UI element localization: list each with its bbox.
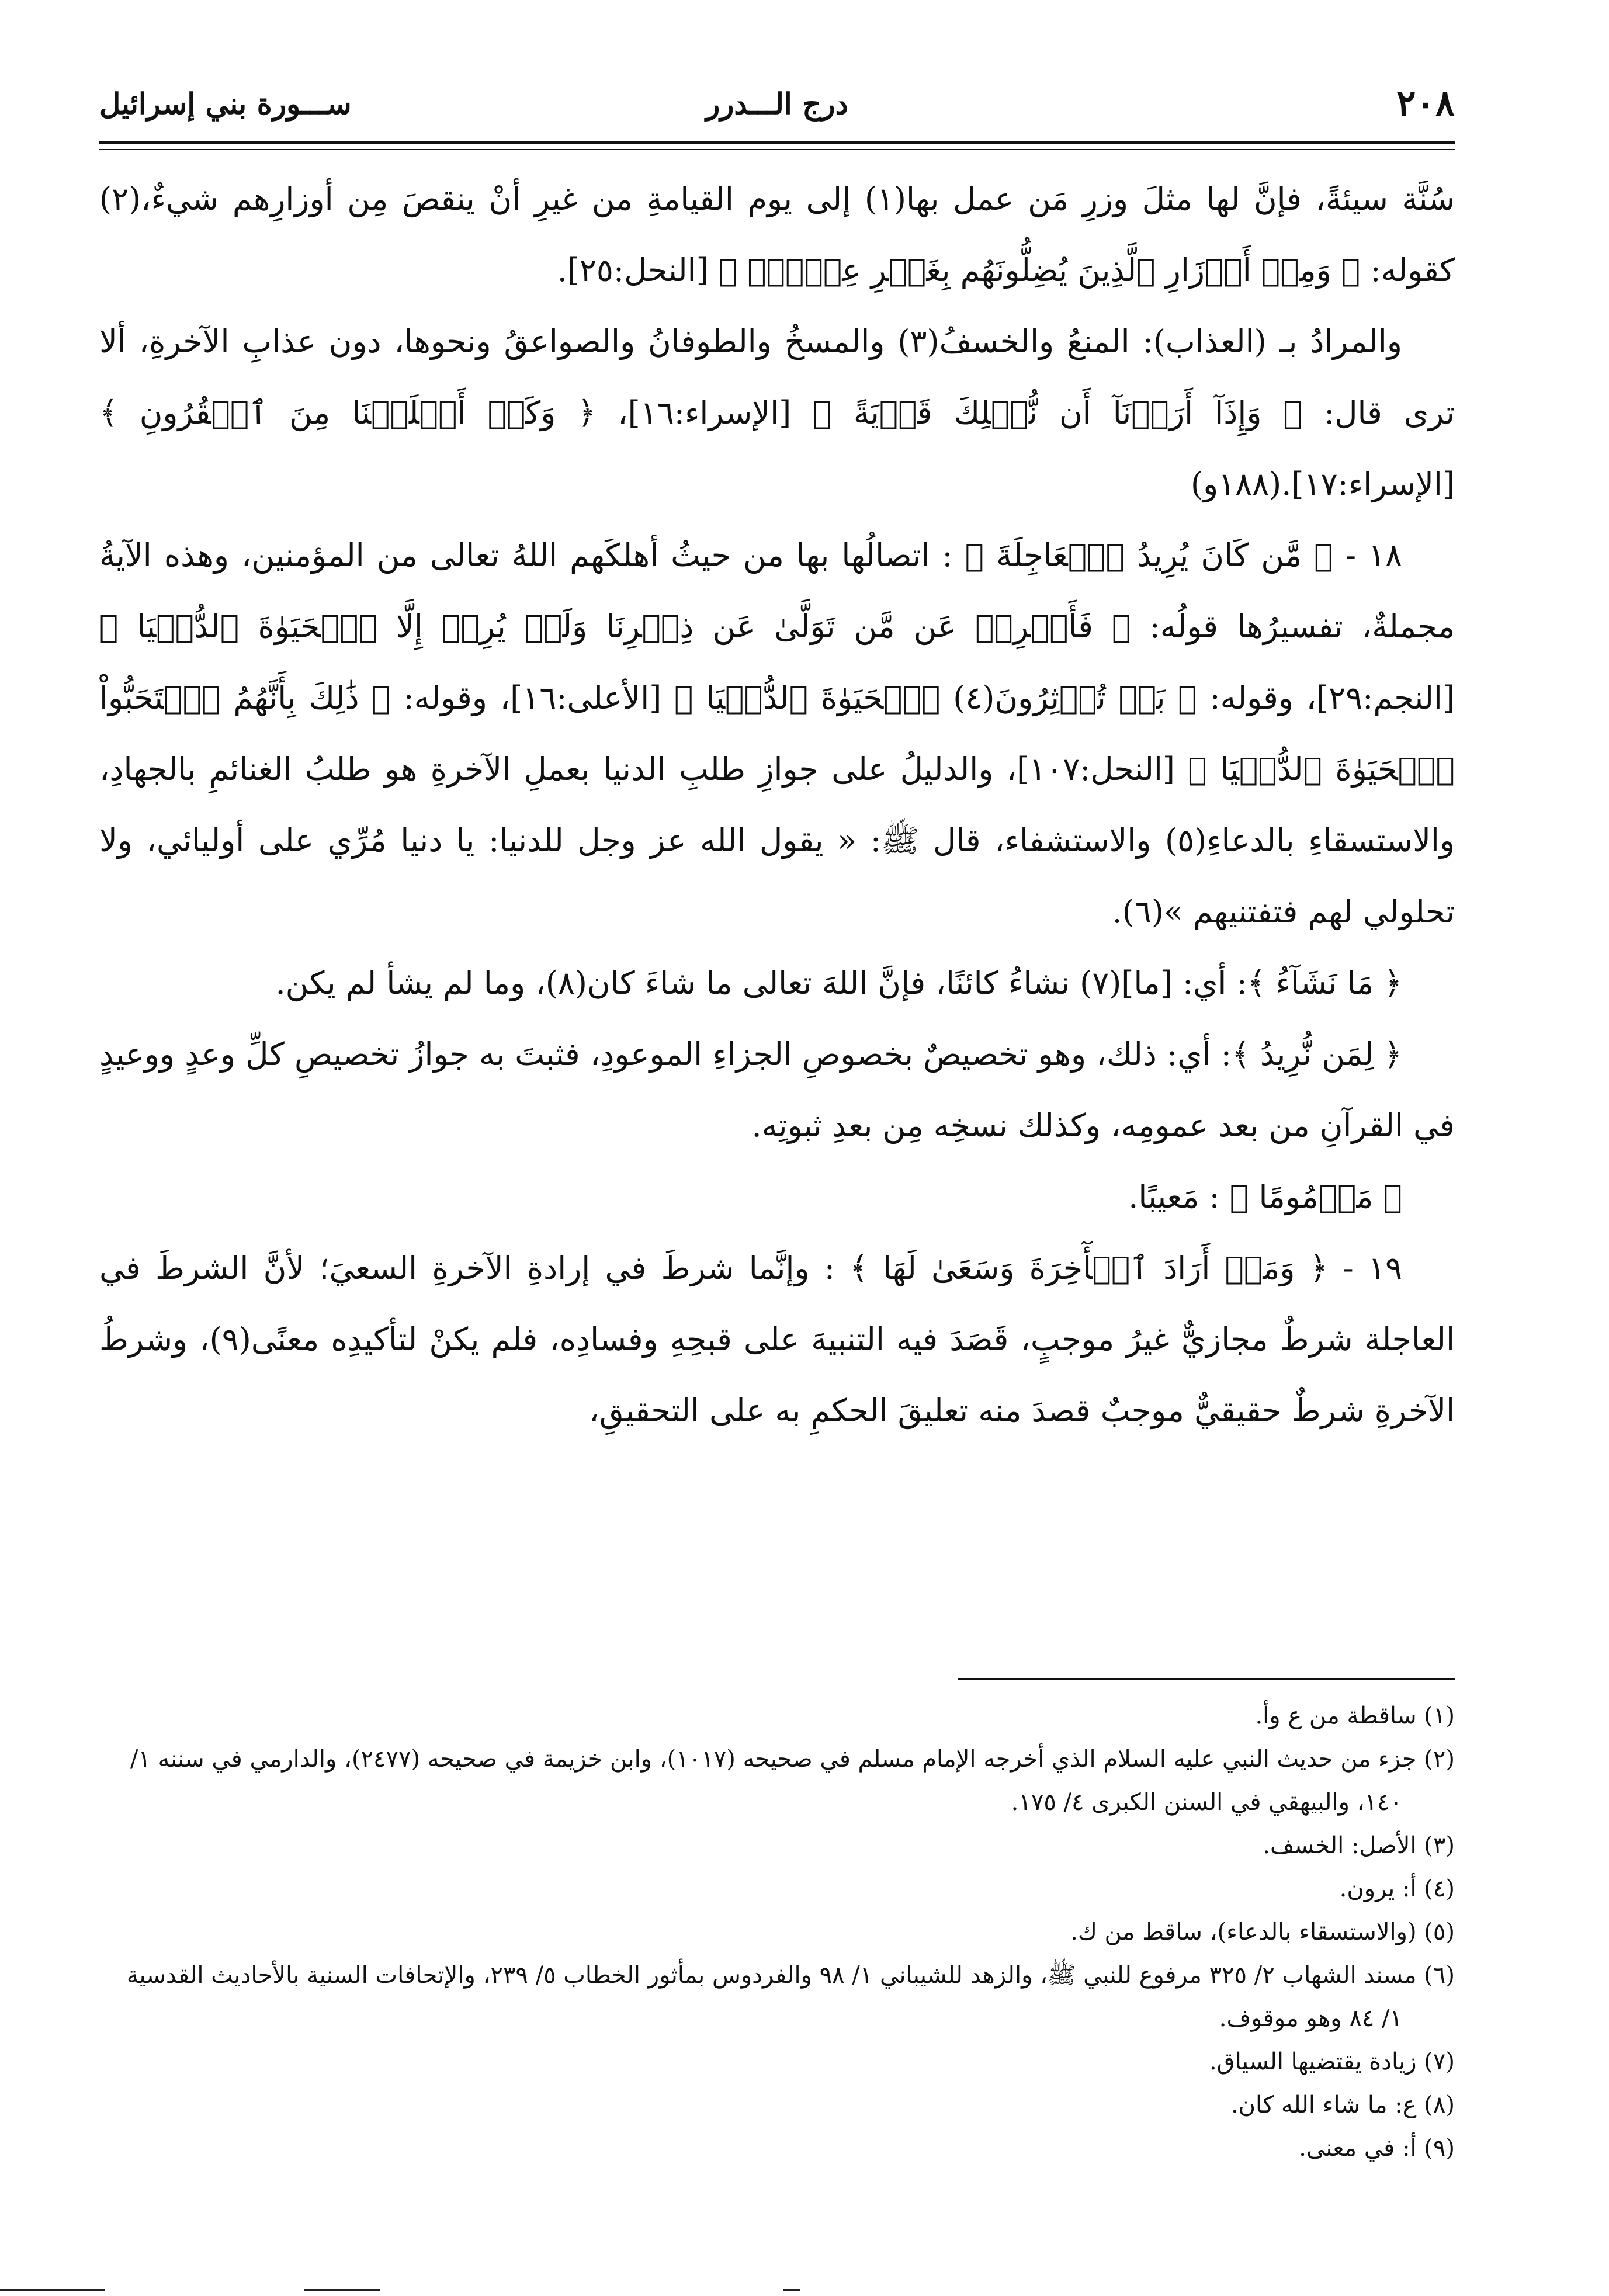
header-divider — [99, 141, 1455, 150]
book-page — [99, 76, 1455, 2238]
paragraph: ﴿ مَذۡمُومًا ﴾ : مَعيبًا. — [1128, 1178, 1402, 1215]
scan-mark — [0, 2289, 105, 2291]
scan-mark — [783, 2289, 800, 2291]
footnote: (٧) زيادة يقتضيها السياق. — [1209, 2048, 1455, 2075]
footnote-divider — [958, 1678, 1455, 1680]
footnote: (٩) أ: في معنى. — [1299, 2135, 1455, 2162]
paragraph: سُنَّة سيئةً، فإنَّ لها مثلَ وزرِ مَن عمل بها(١) إلى يوم القيامةِ من غيرِ أنْ ينقصَ مِن أوزارِهم شيءٌ،(٢) كقوله: ﴿ وَمِنۡ أَوۡزَارِ ٱلَّذِينَ يُضِلُّونَهُم بِغَيۡرِ عِلۡمٍۗ ﴾ [النحل:٢٥]. — [99, 181, 1455, 289]
footnote: (٦) مسند الشهاب ٢/ ٣٢٥ مرفوع للنبي ﷺ، والزهد للشيباني ١/ ٩٨ والفردوس بمأثور الخطاب ٥/ ٢٣٩، والإتحافات السنية بالأحاديث القدسية ١/ ٨٤ وهو موقوف. — [126, 1962, 1455, 2032]
paragraph: ١٨ - ﴿ مَّن كَانَ يُرِيدُ ٱلۡعَاجِلَةَ ﴾ : اتصالُها بها من حيثُ أهلكَهم اللهُ تعالى من المؤمنين، وهذه الآيةُ مجملةٌ، تفسيرُها قولُه: ﴿ فَأَعۡرِضۡ عَن مَّن تَوَلَّىٰ عَن ذِكۡرِنَا وَلَمۡ يُرِدۡ إِلَّا ٱلۡحَيَوٰةَ ٱلدُّنۡيَا ﴾ [النجم:٢٩]، وقوله: ﴿ بَلۡ تُؤۡثِرُونَ(٤) ٱلۡحَيَوٰةَ ٱلدُّنۡيَا ﴾ [الأعلى:١٦]، وقوله: ﴿ ذَٰلِكَ بِأَنَّهُمُ ٱسۡتَحَبُّواْ ٱلۡحَيَوٰةَ ٱلدُّنۡيَا ﴾ [النحل:١٠٧]، والدليلُ على جوازِ طلبِ الدنيا بعملِ الآخرةِ هو طلبُ الغنائمِ بالجهادِ، والاستسقاءِ بالدعاءِ(٥) والاستشفاء، قال ﷺ: « يقول الله عز وجل للدنيا: يا دنيا مُرِّي على أوليائي، ولا تحلولي لهم فتفتنيهم »(٦). — [99, 537, 1455, 930]
footnote: (١) ساقطة من ع وأ. — [1255, 1702, 1455, 1729]
footnote: (٣) الأصل: الخسف. — [1263, 1832, 1455, 1859]
paragraph: والمرادُ بـ (العذاب): المنعُ والخسفُ(٣) والمسخُ والطوفانُ والصواعقُ ونحوها، دون عذابِ الآخرةِ، ألا ترى قال: ﴿ وَإِذَآ أَرَدۡنَآ أَن نُّهۡلِكَ قَرۡيَةً ﴾ [الإسراء:١٦]، ﴿ وَكَمۡ أَهۡلَكۡنَا مِنَ ٱلۡقُرُونِ ﴾ [الإسراء:١٧].(١٨٨و) — [99, 323, 1455, 502]
footnotes — [99, 1694, 1455, 2170]
book-title: درج الـــدرر — [706, 86, 848, 121]
page-number: ٢٠٨ — [1396, 82, 1455, 124]
footnote: (٨) ع: ما شاء الله كان. — [1230, 2092, 1455, 2118]
paragraph: ﴿ مَا نَشَآءُ ﴾: أي: [ما](٧) نشاءُ كائنًا، فإنَّ اللهَ تعالى ما شاءَ كان(٨)، وما لم يشأ لم يكن. — [275, 965, 1402, 1001]
scan-edge-marks — [0, 2284, 1609, 2291]
paragraph: ﴿ لِمَن نُّرِيدُ ﴾: أي: ذلك، وهو تخصيصٌ بخصوصِ الجزاءِ الموعودِ، فثبتَ به جوازُ تخصيصِ كلِّ وعدٍ ووعيدٍ في القرآنِ من بعد عمومِه، وكذلك نسخِه مِن بعدِ ثبوتِه. — [99, 1036, 1455, 1144]
footnote: (٥) (والاستسقاء بالدعاء)، ساقط من ك. — [1070, 1919, 1455, 1945]
surah-title: ســـورة بني إسرائيل — [99, 86, 352, 121]
footnote: (٤) أ: يرون. — [1339, 1875, 1455, 1902]
footnote: (٢) جزء من حديث النبي عليه السلام الذي أخرجه الإمام مسلم في صحيحه (١٠١٧)، وابن خزيمة في صحيحه (٢٤٧٧)، والدارمي في سننه ١/ ١٤٠، والبيهقي في السنن الكبرى ٤/ ١٧٥. — [130, 1746, 1455, 1816]
scan-mark — [304, 2289, 380, 2291]
paragraph: ١٩ - ﴿ وَمَنۡ أَرَادَ ٱلۡأٓخِرَةَ وَسَعَىٰ لَهَا ﴾ : وإنَّما شرطَ في إرادةِ الآخرةِ السعيَ؛ لأنَّ الشرطَ في العاجلة شرطٌ مجازيٌّ غيرُ موجبٍ، قَصَدَ فيه التنبيهَ على قبحِهِ وفسادِه، فلم يكنْ لتأكيدِه معنًى(٩)، وشرطُ الآخرةِ شرطٌ حقيقيٌّ موجبٌ قصدَ منه تعليقَ الحكمِ به على التحقيقِ، — [99, 1250, 1455, 1429]
running-header — [99, 76, 1455, 140]
main-text — [99, 164, 1455, 1447]
